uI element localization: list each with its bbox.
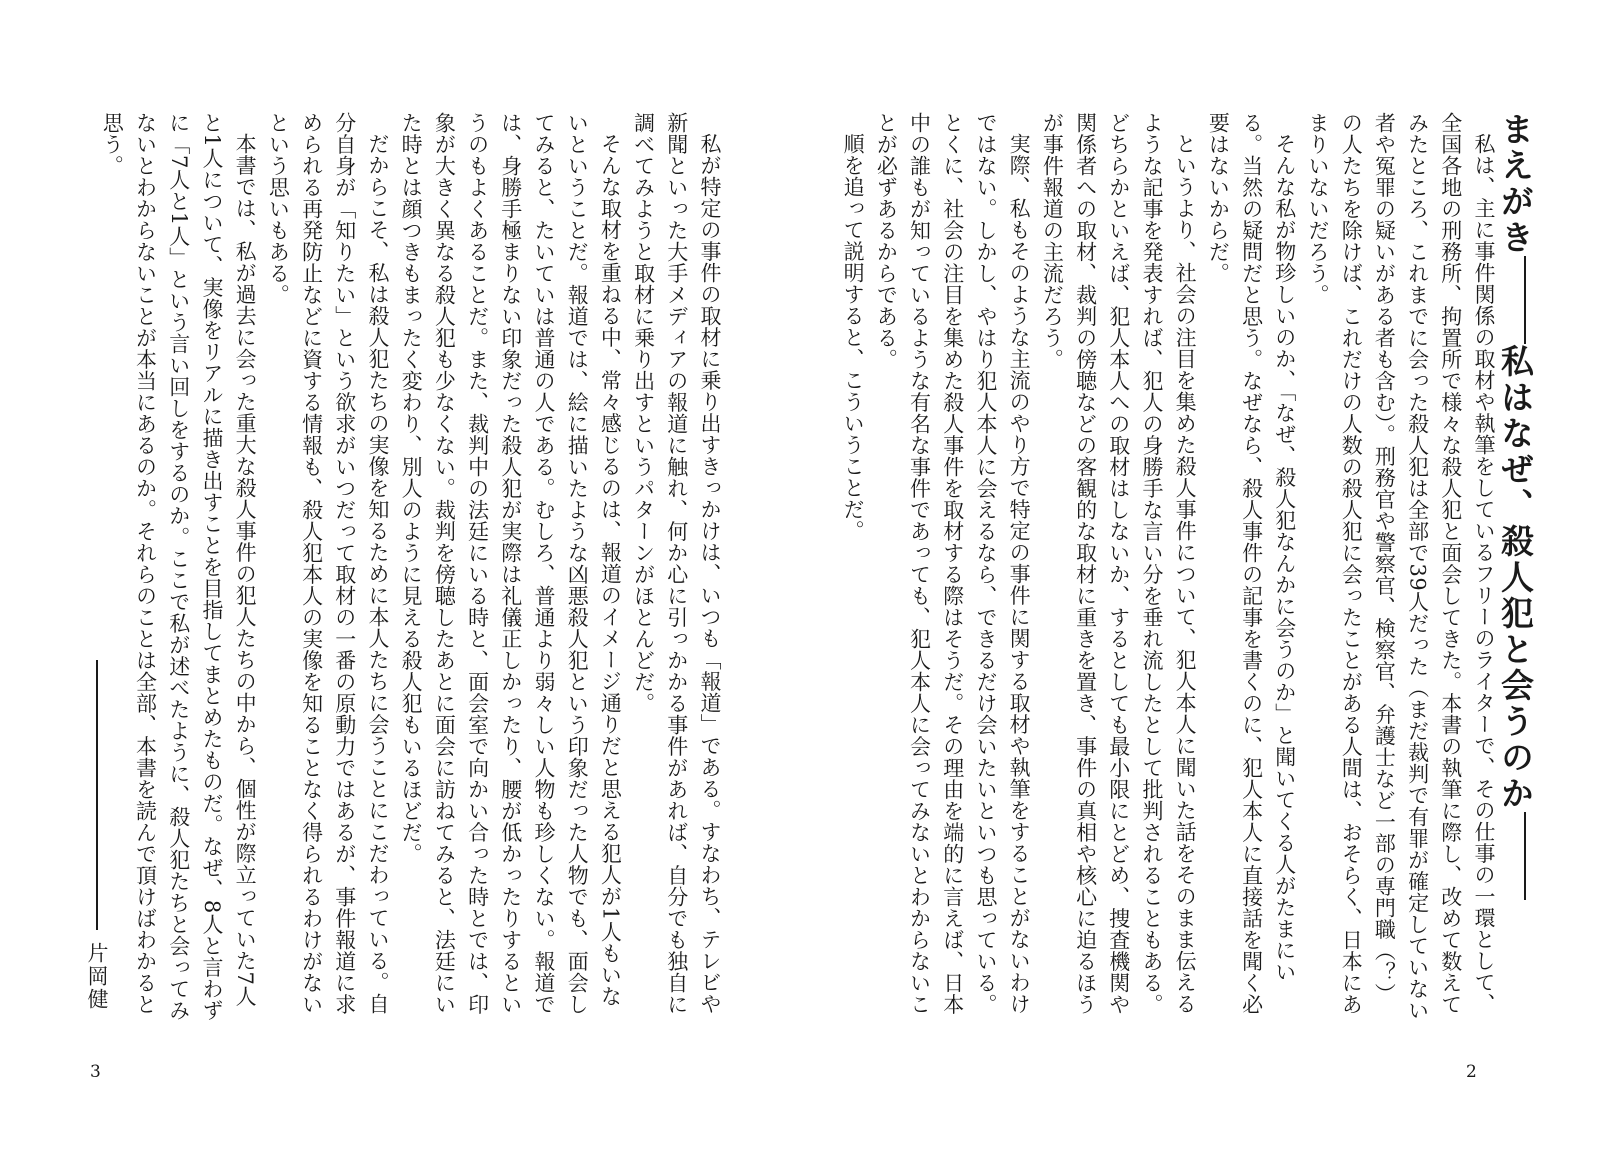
page-number-left: 3 (90, 1062, 101, 1082)
right-paragraph-5: 順を追って説明すると、こういうことだ。 (841, 133, 866, 542)
left-paragraph-3: だからこそ、私は殺人犯たちの実像を知るために本人たちに会うことにこだわっている。自分自身が「知りたい」という欲求がいつだって取材の一番の原動力ではあるが、事件報道に求められる再発防止などに資する情報も、殺人犯本人の実像を知ることなく得られるわけがないという思いもある。 (266, 112, 390, 1015)
left-page-body (100, 112, 726, 1022)
right-paragraph-2: そんな私が物珍しいのか、「なぜ、殺人犯なんかに会うのか」と聞いてくる人がたまにいる。当然の疑問だと思う。なぜなら、殺人事件の記事を書くのに、犯人本人に直接話を聞く必要はないからだ。 (1206, 112, 1297, 1015)
title-main: まえがき (1496, 112, 1535, 256)
right-page-body (841, 112, 1500, 1022)
page-number-right: 2 (1466, 1062, 1477, 1082)
title-dash-2 (1524, 812, 1526, 900)
title-dash-1 (1524, 256, 1526, 344)
left-paragraph-4: 本書では、私が過去に会った重大な殺人事件の犯人たちの中から、個性が際立っていた7人と1人について、実像をリアルに描き出すことを目指してまとめたものだ。なぜ、8人と言わずに「7人と1人」という言い回しをするのか。ここで私が述べたように、殺人犯たちと会ってみないとわからないことが本当にあるのか。それらのことは全部、本書を読んで頂けばわかると思う。 (100, 112, 258, 1022)
author-name: 片岡健 (85, 942, 109, 1011)
left-paragraph-1: 私が特定の事件の取材に乗り出すきっかけは、いつも「報道」である。すなわち、テレビや新聞といった大手メディアの報道に触れ、何か心に引っかかる事件があれば、自分でも独自に調べてみようと取材に乗り出すというパターンがほとんどだ。 (631, 112, 722, 1015)
page-2 (800, 0, 1600, 1158)
right-paragraph-4: 実際、私もそのような主流のやり方で特定の事件に関する取材や執筆をすることがないわけではない。しかし、やはり犯人本人に会えるなら、できるだけ会いたいといつも思っている。とくに、社会の注目を集めた殺人事件を取材する際はそうだ。その理由を端的に言えば、日本中の誰もが知っているような有名な事件であっても、犯人本人に会ってみないとわからないことが必ずあるからである。 (874, 112, 1032, 1015)
right-paragraph-3: というより、社会の注目を集めた殺人事件について、犯人本人に聞いた話をそのまま伝えるような記事を発表すれば、犯人の身勝手な言い分を垂れ流したとして批判されることもある。どちらかといえば、犯人本人への取材はしないか、するとしても最小限にとどめ、捜査機関や関係者への取材、裁判の傍聴などの客観的な取材に重きを置き、事件の真相や核心に迫るほうが事件報道の主流だろう。 (1040, 112, 1198, 1015)
author-dash-line (96, 660, 98, 930)
right-paragraph-1: 私は、主に事件関係の取材や執筆をしているフリーのライターで、その仕事の一環として、全国各地の刑務所、拘置所で様々な殺人犯と面会してきた。本書の執筆に際し、改めて数えてみたところ、これまでに会った殺人犯は全部で39人だった（まだ裁判で有罪が確定していない者や冤罪の疑いがある者も含む）。刑務官や警察官、検察官、弁護士など一部の専門職（？）の人たちを除けば、これだけの人数の殺人犯に会ったことがある人間は、おそらく、日本にあまりいないだろう。 (1305, 112, 1496, 1022)
author-signature (82, 660, 112, 1020)
left-paragraph-2: そんな取材を重ねる中、常々感じるのは、報道のイメージ通りだと思える犯人が1人もいないということだ。報道では、絵に描いたような凶悪殺人犯という印象だった人物でも、面会してみると、たいていは普通の人である。むしろ、普通より弱々しい人物も珍しくない。報道では、身勝手極まりない印象だった殺人犯が実際は礼儀正しかったり、腰が低かったりするというのもよくあることだ。また、裁判中の法廷にいる時と、面会室で向かい合った時とでは、印象が大きく異なる殺人犯も少なくない。裁判を傍聴したあとに面会に訪ねてみると、法廷にいた時とは顔つきもまったく変わり、別人のように見える殺人犯もいるほどだ。 (399, 112, 623, 1015)
title-sub: 私はなぜ、殺人犯と会うのか (1496, 344, 1535, 812)
